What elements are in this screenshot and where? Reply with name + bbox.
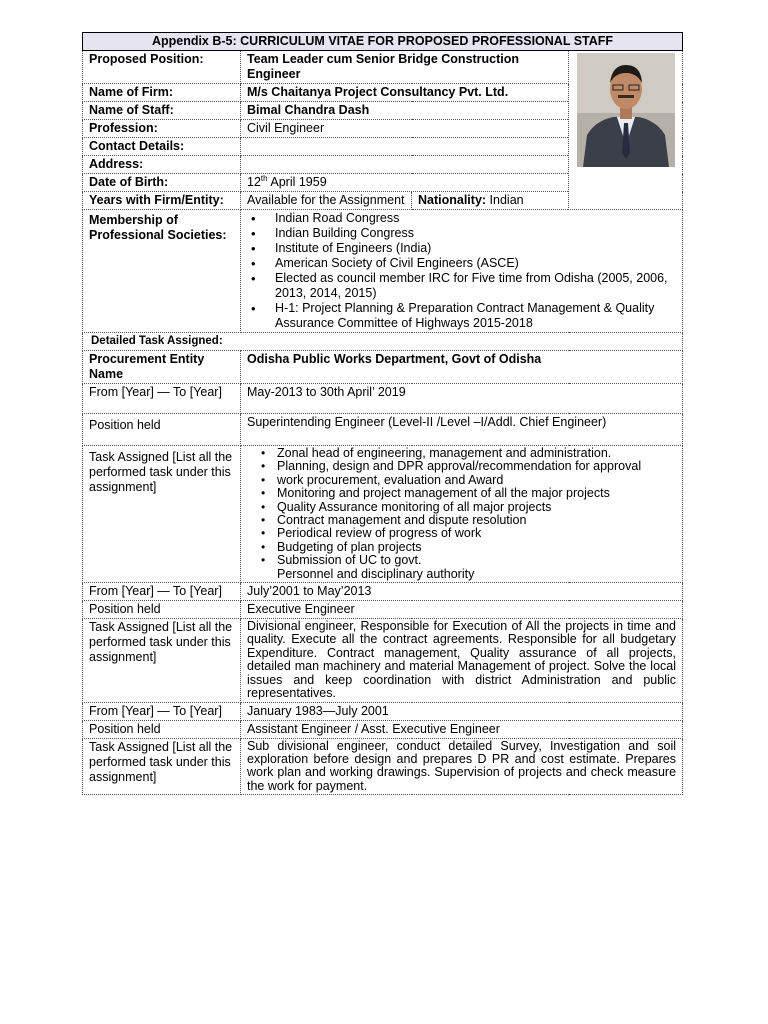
- staff-photo: [577, 53, 675, 167]
- staff-value: Bimal Chandra Dash: [241, 102, 569, 120]
- membership-item: • H-1: Project Planning & Preparation Contract Management & Quality Assurance Committee of Highways 2015-2018: [269, 301, 676, 331]
- position-held-label: Position held: [83, 414, 241, 446]
- detailed-task-label: Detailed Task Assigned:: [83, 333, 683, 351]
- task-item: • Submission of UC to govt.: [271, 554, 676, 567]
- firm-label: Name of Firm:: [83, 84, 241, 102]
- membership-item: • American Society of Civil Engineers (ASCE): [269, 256, 676, 271]
- task-assigned-label: Task Assigned [List all the performed task under this assignment]: [83, 619, 241, 702]
- assignment-period: July’2001 to May’2013: [241, 583, 683, 601]
- dob-label: Date of Birth:: [83, 174, 241, 192]
- task-item: • Planning, design and DPR approval/recommendation for approval: [271, 460, 676, 473]
- dob-rest: April 1959: [267, 175, 327, 189]
- task-item: • work procurement, evaluation and Award: [271, 474, 676, 487]
- membership-item: • Institute of Engineers (India): [269, 241, 676, 256]
- years-label: Years with Firm/Entity:: [83, 192, 241, 210]
- assignment-period: May-2013 to 30th April’ 2019: [241, 384, 683, 414]
- task-assigned-label: Task Assigned [List all the performed task under this assignment]: [83, 446, 241, 583]
- dob-suffix: th: [260, 173, 268, 183]
- contact-label: Contact Details:: [83, 138, 241, 156]
- proposed-position-value: Team Leader cum Senior Bridge Construction Engineer: [241, 51, 569, 84]
- years-value: Available for the Assignment: [241, 192, 412, 210]
- assignment-tasks: [241, 446, 683, 583]
- assignment-description: Sub divisional engineer, conduct detailed Survey, Investigation and soil exploration before design and prepares D PR and cost estimate. Prepares work plan and working drawings. Supervision of projects and check measure the work for payment.: [241, 738, 683, 795]
- task-item: • Periodical review of progress of work: [271, 527, 676, 540]
- membership-item: • Indian Road Congress: [269, 211, 676, 226]
- assignment-position: Executive Engineer: [241, 601, 683, 619]
- firm-value: M/s Chaitanya Project Consultancy Pvt. Ltd.: [241, 84, 569, 102]
- position-held-label: Position held: [83, 720, 241, 738]
- procurement-value: Odisha Public Works Department, Govt of Odisha: [241, 351, 683, 384]
- address-label: Address:: [83, 156, 241, 174]
- dob-value: [241, 174, 569, 192]
- nationality-value: Indian: [486, 193, 524, 207]
- nationality-label: Nationality:: [418, 193, 487, 207]
- photo-cell: [569, 51, 683, 210]
- position-held-label: Position held: [83, 601, 241, 619]
- address-value: [241, 156, 569, 174]
- from-to-label: From [Year] — To [Year]: [83, 384, 241, 414]
- task-item: • Contract management and dispute resolution: [271, 514, 676, 527]
- task-item: • Monitoring and project management of all the major projects: [271, 487, 676, 500]
- assignment-description: Divisional engineer, Responsible for Execution of All the projects in time and quality. Execute all the contract agreements. Responsible for all budgetary Expenditure. Contract management, Quality assurance of all projects, detailed man machinery and material Management of project. Solve the local issues and keep coordination with district Administration and public representatives.: [241, 619, 683, 702]
- cv-table: [82, 32, 683, 795]
- profession-label: Profession:: [83, 120, 241, 138]
- membership-cell: [241, 210, 683, 333]
- task-assigned-label: Task Assigned [List all the performed task under this assignment]: [83, 738, 241, 795]
- membership-item: • Indian Building Congress: [269, 226, 676, 241]
- task-extra: Personnel and disciplinary authority: [277, 566, 475, 581]
- task-item: • Quality Assurance monitoring of all major projects: [271, 501, 676, 514]
- assignment-position: Assistant Engineer / Asst. Executive Engineer: [241, 720, 683, 738]
- assignment-period: January 1983—July 2001: [241, 702, 683, 720]
- staff-label: Name of Staff:: [83, 102, 241, 120]
- procurement-label: Procurement Entity Name: [83, 351, 241, 384]
- assignment-position: Superintending Engineer (Level-II /Level –I/Addl. Chief Engineer): [241, 414, 683, 446]
- membership-label: Membership of Professional Societies:: [83, 210, 241, 333]
- task-item: • Zonal head of engineering, management and administration.: [271, 447, 676, 460]
- membership-list: [247, 211, 676, 331]
- membership-item: • Elected as council member IRC for Five time from Odisha (2005, 2006, 2013, 2014, 2015): [269, 271, 676, 301]
- profession-value: Civil Engineer: [241, 120, 569, 138]
- dob-day: 12: [247, 175, 261, 189]
- task-item: • Budgeting of plan projects: [271, 541, 676, 554]
- proposed-position-label: Proposed Position:: [83, 51, 241, 84]
- task-list: [247, 447, 676, 568]
- from-to-label: From [Year] — To [Year]: [83, 702, 241, 720]
- nationality-cell: [412, 192, 569, 210]
- cv-title: Appendix B-5: CURRICULUM VITAE FOR PROPOSED PROFESSIONAL STAFF: [83, 33, 683, 51]
- contact-value: [241, 138, 569, 156]
- from-to-label: From [Year] — To [Year]: [83, 583, 241, 601]
